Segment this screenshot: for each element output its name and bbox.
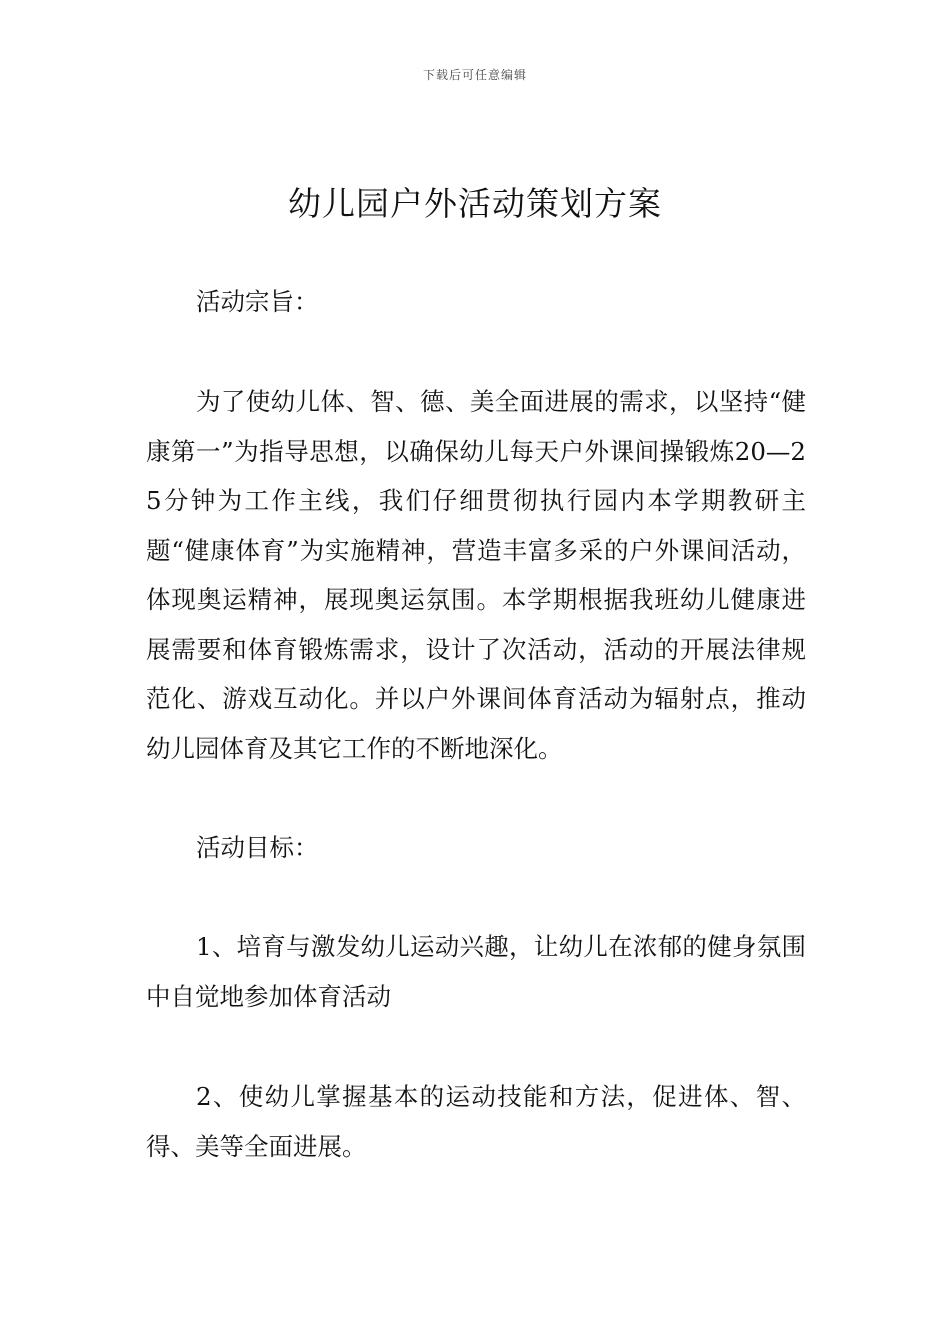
goal-item-2: 2、使幼儿掌握基本的运动技能和方法，促进体、智、得、美等全面进展。 [146, 1082, 806, 1161]
page-title: 幼儿园户外活动策划方案 [288, 184, 662, 223]
purpose-heading: 活动宗旨： [196, 287, 319, 316]
goal-item-1: 1、培育与激发幼儿运动兴趣，让幼儿在浓郁的健身氛围中自觉地参加体育活动 [146, 932, 806, 1011]
purpose-paragraph: 为了使幼儿体、智、德、美全面进展的需求，以坚持“健康第一”为指导思想，以确保幼儿每天户外课间操锻炼20—25分钟为工作主线，我们仔细贯彻执行园内本学期教研主题“健康体育”为实施精神，营造丰富多采的户外课间活动，体现奥运精神，展现奥运氛围。本学期根据我班幼儿健康进展需要和体育锻炼需求，设计了次活动，活动的开展法律规范化、游戏互动化。并以户外课间体育活动为辐射点，推动幼儿园体育及其它工作的不断地深化。 [146, 387, 806, 763]
header-note: 下载后可任意编辑 [422, 68, 527, 82]
goal-heading: 活动目标： [196, 833, 319, 862]
